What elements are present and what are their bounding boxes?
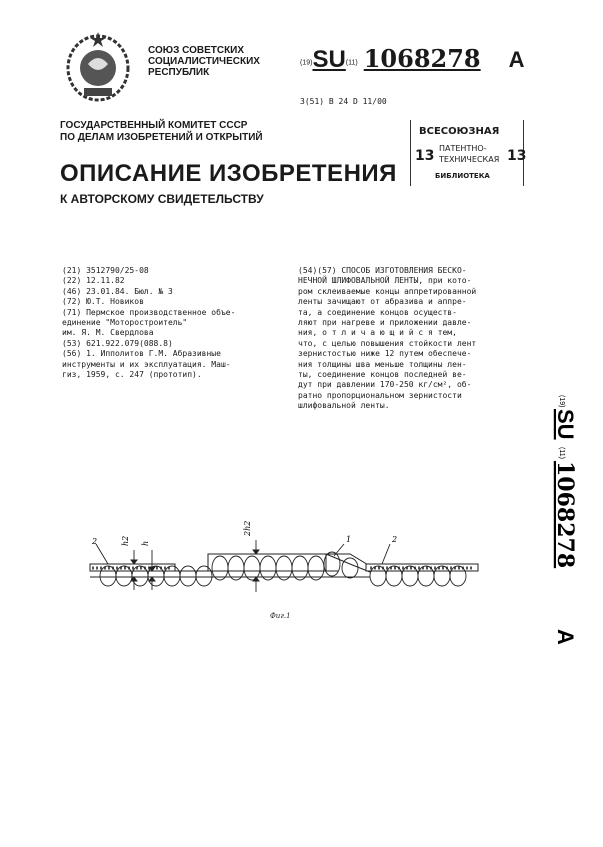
vertical-code-11: (11) — [558, 447, 565, 459]
bib-line: (53) 621.922.079(088.8) — [62, 338, 173, 348]
abstract-line: ния, о т л и ч а ю щ и й с я тем, — [298, 328, 457, 338]
committee-name — [60, 120, 263, 144]
bib-line: гиз, 1959, с. 247 (прототип). — [62, 370, 202, 380]
bib-line: (22) 12.11.82 — [62, 276, 125, 286]
figure-caption: Фиг.1 — [270, 612, 291, 620]
abstract-line: ром склеиваемые концы аппретированной — [298, 286, 477, 296]
country-line-3: РЕСПУБЛИК — [148, 67, 210, 78]
bib-line: (56) 1. Ипполитов Г.М. Абразивные — [62, 349, 221, 359]
bib-line: единение "Моторостроитель" — [62, 318, 188, 328]
document-subtitle: К АВТОРСКОМУ СВИДЕТЕЛЬСТВУ — [60, 192, 264, 206]
bib-line: (46) 23.01.84. Бюл. № 3 — [62, 286, 173, 296]
abstract-line: ния толщины шва меньше толщины лен- — [298, 359, 467, 369]
abstract-line: та, а соединение концов осуществ- — [298, 307, 457, 317]
vertical-code-19: (19) — [558, 395, 565, 408]
figure-label-2h2: 2h2 — [243, 520, 252, 536]
abstract-line: зернистостью ниже 12 путем обеспече- — [298, 349, 472, 359]
country-code: SU — [312, 46, 346, 73]
publication-number — [300, 44, 525, 74]
abstract-line: что, с целью повышения стойкости лент — [298, 338, 477, 348]
country-name — [148, 45, 260, 78]
abstract-line: ты, соединение концов последней ве- — [298, 370, 467, 380]
stamp-line-2: ПАТЕНТНО- — [439, 144, 487, 153]
stamp-line-3: ТЕХНИЧЕСКАЯ — [439, 155, 500, 164]
figure-label-2-left: 2 — [92, 537, 98, 546]
bib-line: инструменты и их эксплуатация. Маш- — [62, 359, 231, 369]
code-19: (19) — [300, 59, 313, 67]
belt-joint-figure — [88, 520, 490, 625]
stamp-line-1: ВСЕСОЮЗНАЯ — [419, 126, 500, 137]
vertical-country-code: SU — [553, 409, 578, 440]
bib-line: им. Я. М. Свердлова — [62, 328, 154, 338]
vertical-publication-number — [545, 395, 578, 660]
abstract-line: ленты зачищают от абразива и аппре- — [298, 297, 467, 307]
figure-label-2-right: 2 — [392, 535, 398, 544]
abstract-line: НЕЧНОЙ ШЛИФОВАЛЬНОЙ ЛЕНТЫ, при кото- — [298, 276, 472, 286]
country-line-1: СОЮЗ СОВЕТСКИХ — [148, 45, 245, 56]
bib-line: (21) 3512790/25-08 — [62, 266, 149, 275]
bibliographic-data — [62, 266, 297, 380]
committee-line-1: ГОСУДАРСТВЕННЫЙ КОМИТЕТ СССР — [60, 120, 248, 131]
code-11: (11) — [345, 59, 358, 67]
stamp-right-number: 13 — [507, 148, 527, 164]
abstract-line: ратно пропорциональном зернистости — [298, 390, 462, 400]
document-title: ОПИСАНИЕ ИЗОБРЕТЕНИЯ — [60, 160, 397, 187]
vertical-patent-number: 1068278 — [552, 461, 578, 569]
state-emblem — [62, 28, 134, 104]
ipc-classification: 3(51) В 24 D 11/00 — [300, 97, 387, 106]
abstract-line: (54)(57) СПОСОБ ИЗГОТОВЛЕНИЯ БЕСКО- — [298, 266, 467, 275]
figure-label-h2: h2 — [121, 535, 130, 546]
stamp-line-4: БИБЛИОТЕКА — [435, 172, 490, 180]
figure-label-1: 1 — [346, 535, 352, 544]
committee-line-2: ПО ДЕЛАМ ИЗОБРЕТЕНИЙ И ОТКРЫТИЙ — [60, 132, 263, 143]
patent-number: 1068278 — [363, 44, 481, 73]
library-stamp — [410, 120, 527, 186]
stamp-left-number: 13 — [415, 148, 435, 164]
abstract-claim — [298, 266, 520, 412]
figure-label-h: h — [141, 540, 150, 546]
abstract-line: шлифовальной ленты. — [298, 401, 390, 411]
bib-line: (71) Пермское производственное объе- — [62, 307, 236, 317]
abstract-line: дут при давлении 170-250 кг/см², об- — [298, 380, 472, 390]
kind-code: A — [508, 47, 525, 72]
bib-line: (72) Ю.Т. Новиков — [62, 297, 144, 307]
vertical-kind-code: A — [553, 629, 578, 645]
abstract-line: ляют при нагреве и приложении давле- — [298, 318, 472, 328]
country-line-2: СОЦИАЛИСТИЧЕСКИХ — [148, 56, 260, 67]
